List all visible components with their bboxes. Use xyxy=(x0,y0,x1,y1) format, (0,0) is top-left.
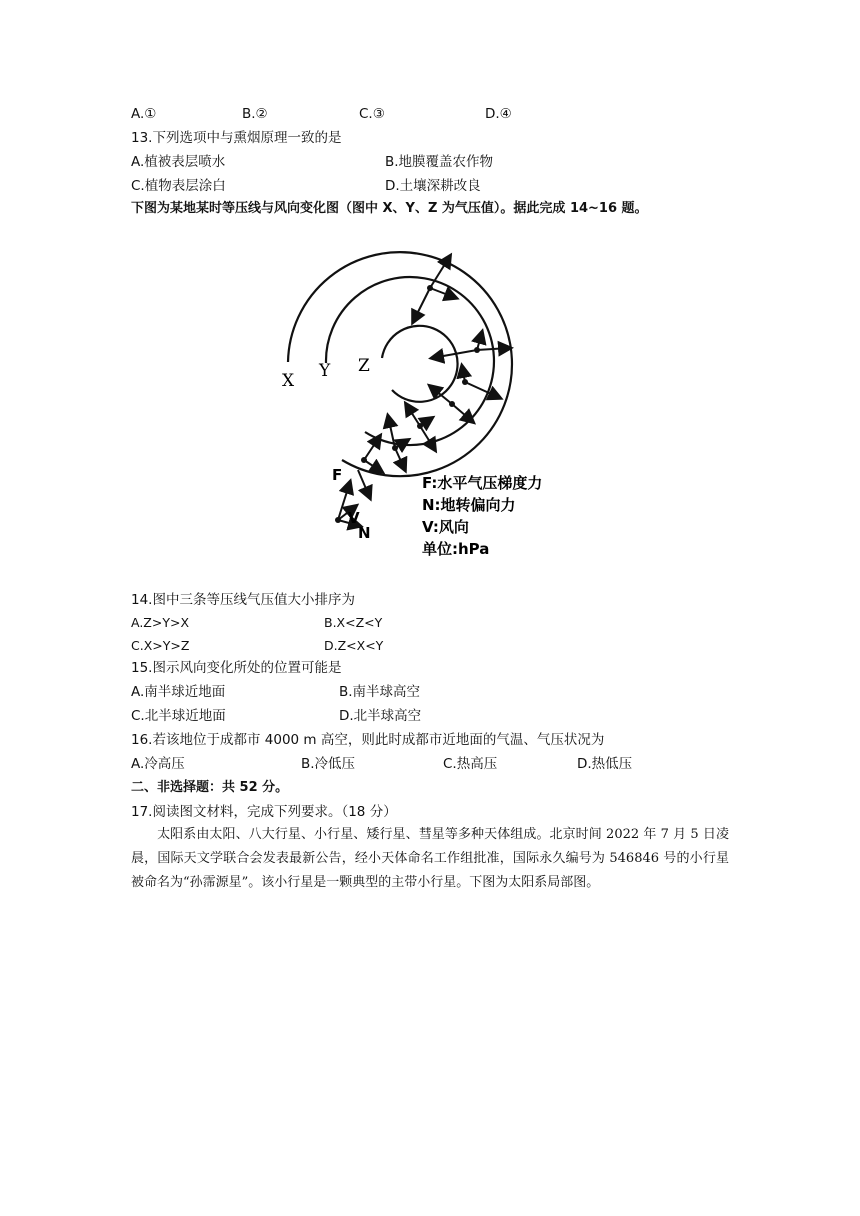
figure-legend xyxy=(422,474,542,558)
q12-option-d: D.④ xyxy=(485,106,512,122)
q14-option-b: B.X<Z<Y xyxy=(324,615,383,630)
q15-option-c: C.北半球近地面 xyxy=(131,708,226,724)
q16-option-d: D.热低压 xyxy=(577,756,633,772)
q15-options-row1 xyxy=(131,682,751,702)
label-y: Y xyxy=(319,361,331,381)
intro-14-16: 下图为某地某时等压线与风向变化图（图中 X、Y、Z 为气压值）。据此完成 14~16 题。 xyxy=(131,201,648,216)
legend-v: V:风向 xyxy=(422,518,469,536)
q15-option-a: A.南半球近地面 xyxy=(131,684,226,700)
label-n: N xyxy=(358,524,371,542)
q13-option-d: D.土壤深耕改良 xyxy=(385,178,481,194)
legend-f: F:水平气压梯度力 xyxy=(422,474,543,492)
q13-option-c: C.植物表层涂白 xyxy=(131,178,226,194)
q15-option-b: B.南半球高空 xyxy=(339,684,421,700)
q17-paragraph xyxy=(131,823,729,895)
q14-option-c: C.X>Y>Z xyxy=(131,638,190,653)
q15-option-d: D.北半球高空 xyxy=(339,708,422,724)
q14-stem: 14.图中三条等压线气压值大小排序为 xyxy=(131,592,355,608)
isobar-y xyxy=(326,277,494,445)
legend-n: N:地转偏向力 xyxy=(422,496,516,514)
q14-option-a: A.Z>Y>X xyxy=(131,615,190,630)
q12-option-a: A.① xyxy=(131,106,157,122)
q15-options-row2 xyxy=(131,706,751,726)
q14-option-d: D.Z<X<Y xyxy=(324,638,384,653)
q12-options xyxy=(131,104,751,124)
q13-options-row2 xyxy=(131,176,751,196)
label-z: Z xyxy=(358,356,370,376)
q16-option-b: B.冷低压 xyxy=(301,756,356,772)
q12-option-b: B.② xyxy=(242,106,268,122)
section-2-heading: 二、非选择题：共 52 分。 xyxy=(131,780,289,795)
q12-option-c: C.③ xyxy=(359,106,385,122)
isobar-z xyxy=(382,326,458,402)
q16-stem: 16.若该地位于成都市 4000 m 高空，则此时成都市近地面的气温、气压状况为 xyxy=(131,732,605,748)
q13-option-a: A.植被表层喷水 xyxy=(131,154,226,170)
q15-stem: 15.图示风向变化所处的位置可能是 xyxy=(131,660,342,676)
q17-paragraph-text: 太阳系由太阳、八大行星、小行星、矮行星、彗星等多种天体组成。北京时间 2022 年 7 月 5 日凌晨，国际天文学联合会发表最新公告，经小天体命名工作组批准，国际永久编号为 546846 号的小行星被命名为“孙霈源星”。该小行星是一颗典型的主带小行星。下图为太阳系局部图。 xyxy=(131,827,729,890)
q13-stem: 13.下列选项中与熏烟原理一致的是 xyxy=(131,130,342,146)
q16-option-c: C.热高压 xyxy=(443,756,498,772)
q14-options-row1 xyxy=(131,613,751,633)
q13-options-row1 xyxy=(131,152,751,172)
label-x: X xyxy=(282,371,295,391)
legend-unit: 单位:hPa xyxy=(422,540,490,558)
isobar-diagram xyxy=(270,240,610,560)
q13-option-b: B.地膜覆盖农作物 xyxy=(385,154,494,170)
label-f: F xyxy=(332,466,343,484)
q14-options-row2 xyxy=(131,636,751,656)
isobar-wind-figure xyxy=(270,240,610,560)
q17-stem: 17.阅读图文材料，完成下列要求。（18 分） xyxy=(131,804,397,820)
label-v: V xyxy=(348,509,360,527)
q16-options xyxy=(131,754,751,774)
q16-option-a: A.冷高压 xyxy=(131,756,185,772)
